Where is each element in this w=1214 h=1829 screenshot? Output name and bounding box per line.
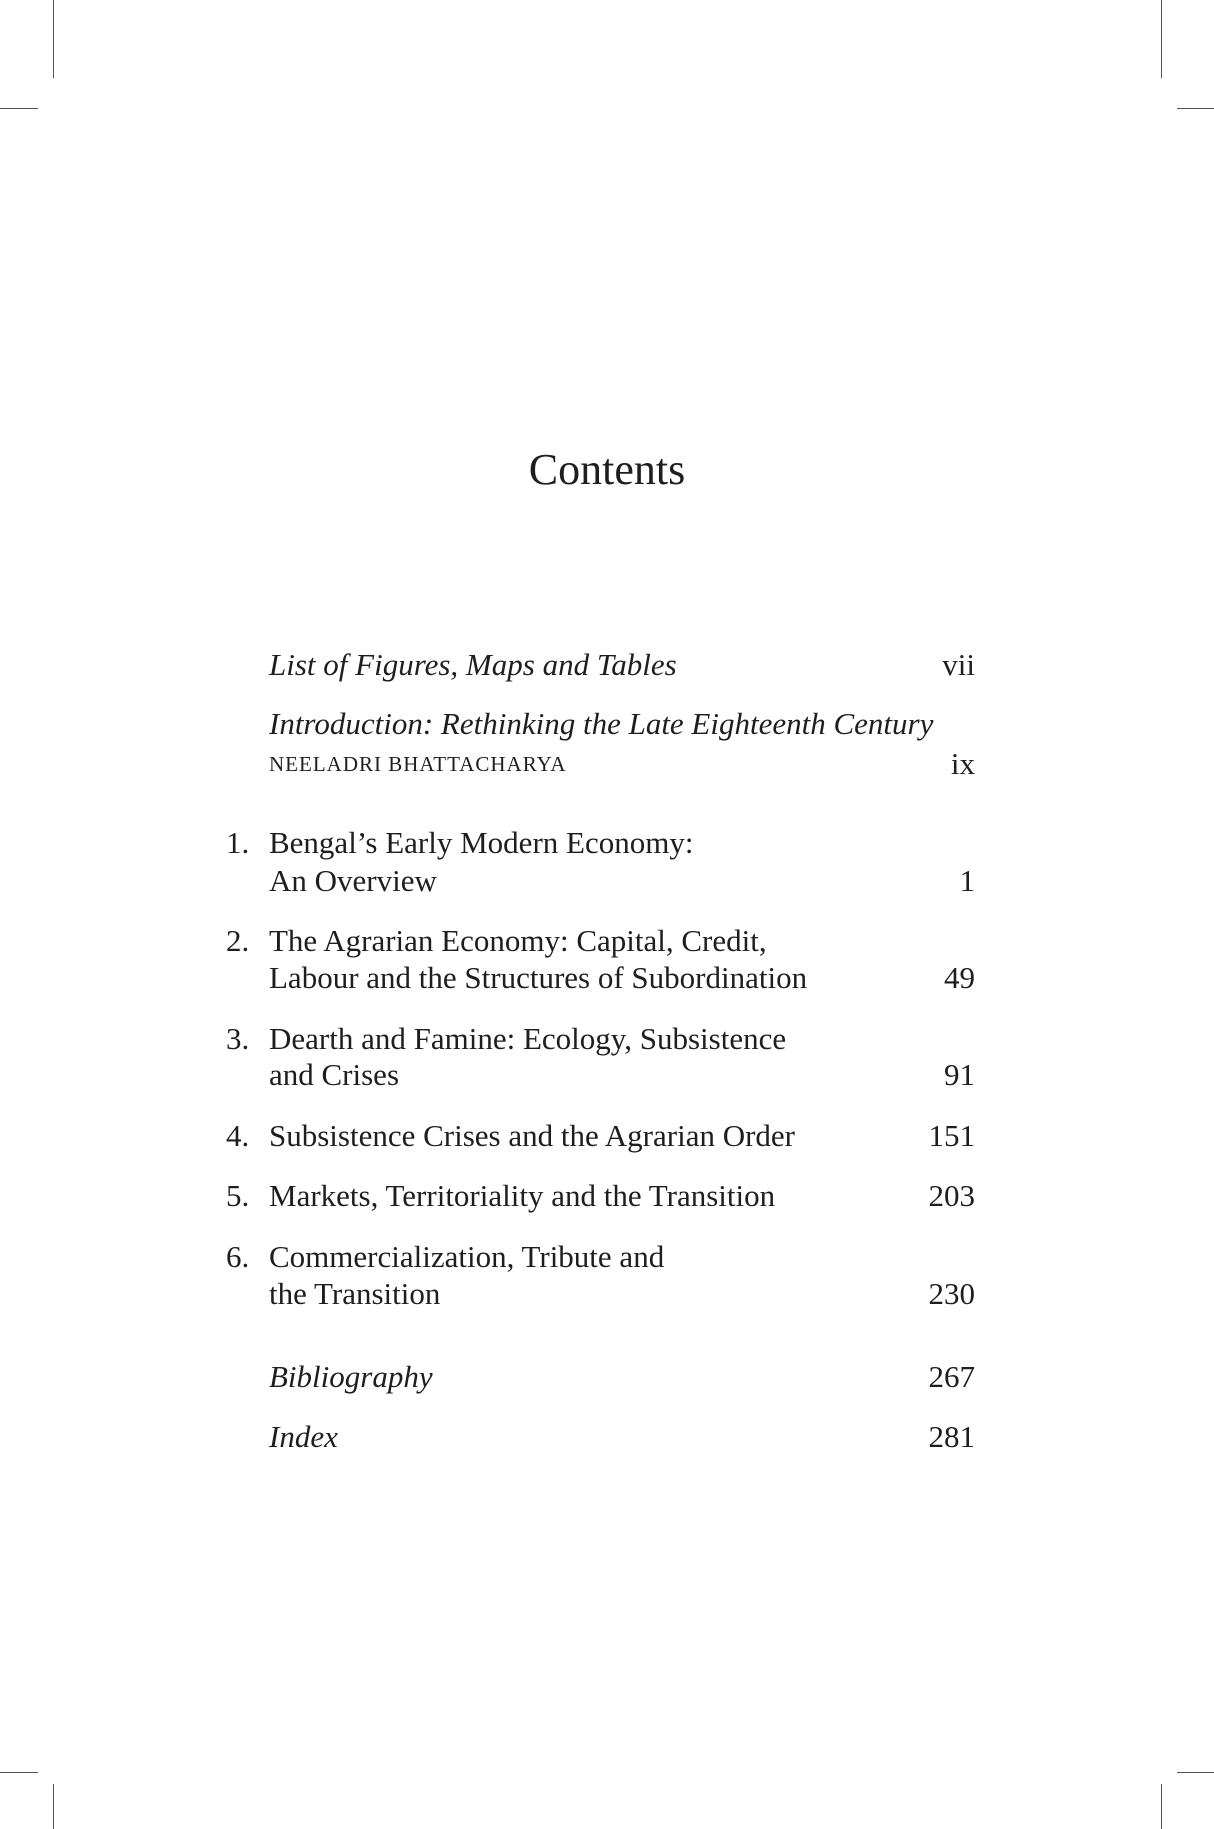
toc-entry-chapter-2-cont[interactable]: Labour and the Structures of Subordination bbox=[269, 960, 808, 995]
page-title: Contents bbox=[528, 445, 686, 494]
toc-entry-bibliography[interactable]: Bibliography bbox=[269, 1359, 433, 1394]
toc-page-number: 230 bbox=[928, 1276, 975, 1311]
toc-entry-chapter-3-cont[interactable]: and Crises bbox=[269, 1057, 400, 1092]
toc-entry-introduction[interactable]: Introduction: Rethinking the Late Eighteenth Century bbox=[269, 706, 934, 741]
toc-entry-chapter-6-cont[interactable]: the Transition bbox=[269, 1276, 441, 1311]
toc-entry-chapter-1-cont[interactable]: An Overview bbox=[269, 863, 437, 898]
toc-entry-chapter-4[interactable]: Subsistence Crises and the Agrarian Order bbox=[269, 1118, 796, 1153]
toc-entry-chapter-2[interactable]: The Agrarian Economy: Capital, Credit, bbox=[269, 923, 767, 958]
toc-page-number: 281 bbox=[928, 1419, 975, 1454]
crop-mark-top-right-vertical bbox=[1161, 0, 1162, 78]
toc-page-number: 91 bbox=[944, 1057, 975, 1092]
toc-page-number: 49 bbox=[944, 960, 975, 995]
toc-page-number: ix bbox=[950, 746, 975, 781]
toc-page-number: vii bbox=[942, 647, 975, 682]
chapter-number: 4. bbox=[226, 1118, 250, 1153]
crop-mark-bottom-left-vertical bbox=[53, 1784, 54, 1829]
chapter-number: 2. bbox=[226, 923, 250, 958]
toc-entry-list-of-figures[interactable]: List of Figures, Maps and Tables bbox=[269, 647, 677, 682]
toc-page-number: 151 bbox=[928, 1118, 975, 1153]
crop-mark-top-left-horizontal bbox=[0, 108, 38, 109]
toc-entry-chapter-5[interactable]: Markets, Territoriality and the Transition bbox=[269, 1178, 776, 1213]
toc-entry-index[interactable]: Index bbox=[269, 1419, 338, 1454]
crop-mark-bottom-right-horizontal bbox=[1177, 1772, 1214, 1773]
toc-entry-author: NEELADRI BHATTACHARYA bbox=[269, 752, 567, 776]
chapter-number: 6. bbox=[226, 1239, 250, 1274]
chapter-number: 5. bbox=[226, 1178, 250, 1213]
toc-page-number: 267 bbox=[928, 1359, 975, 1394]
toc-page-number: 203 bbox=[928, 1178, 975, 1213]
toc-entry-chapter-1[interactable]: Bengal’s Early Modern Economy: bbox=[269, 825, 694, 860]
chapter-number: 3. bbox=[226, 1021, 250, 1056]
chapter-number: 1. bbox=[226, 825, 250, 860]
toc-entry-chapter-6[interactable]: Commercialization, Tribute and bbox=[269, 1239, 665, 1274]
crop-mark-top-left-vertical bbox=[53, 0, 54, 78]
crop-mark-bottom-right-vertical bbox=[1161, 1784, 1162, 1829]
crop-mark-top-right-horizontal bbox=[1177, 108, 1214, 109]
crop-mark-bottom-left-horizontal bbox=[0, 1772, 38, 1773]
toc-page-number: 1 bbox=[959, 863, 975, 898]
toc-entry-chapter-3[interactable]: Dearth and Famine: Ecology, Subsistence bbox=[269, 1021, 787, 1056]
